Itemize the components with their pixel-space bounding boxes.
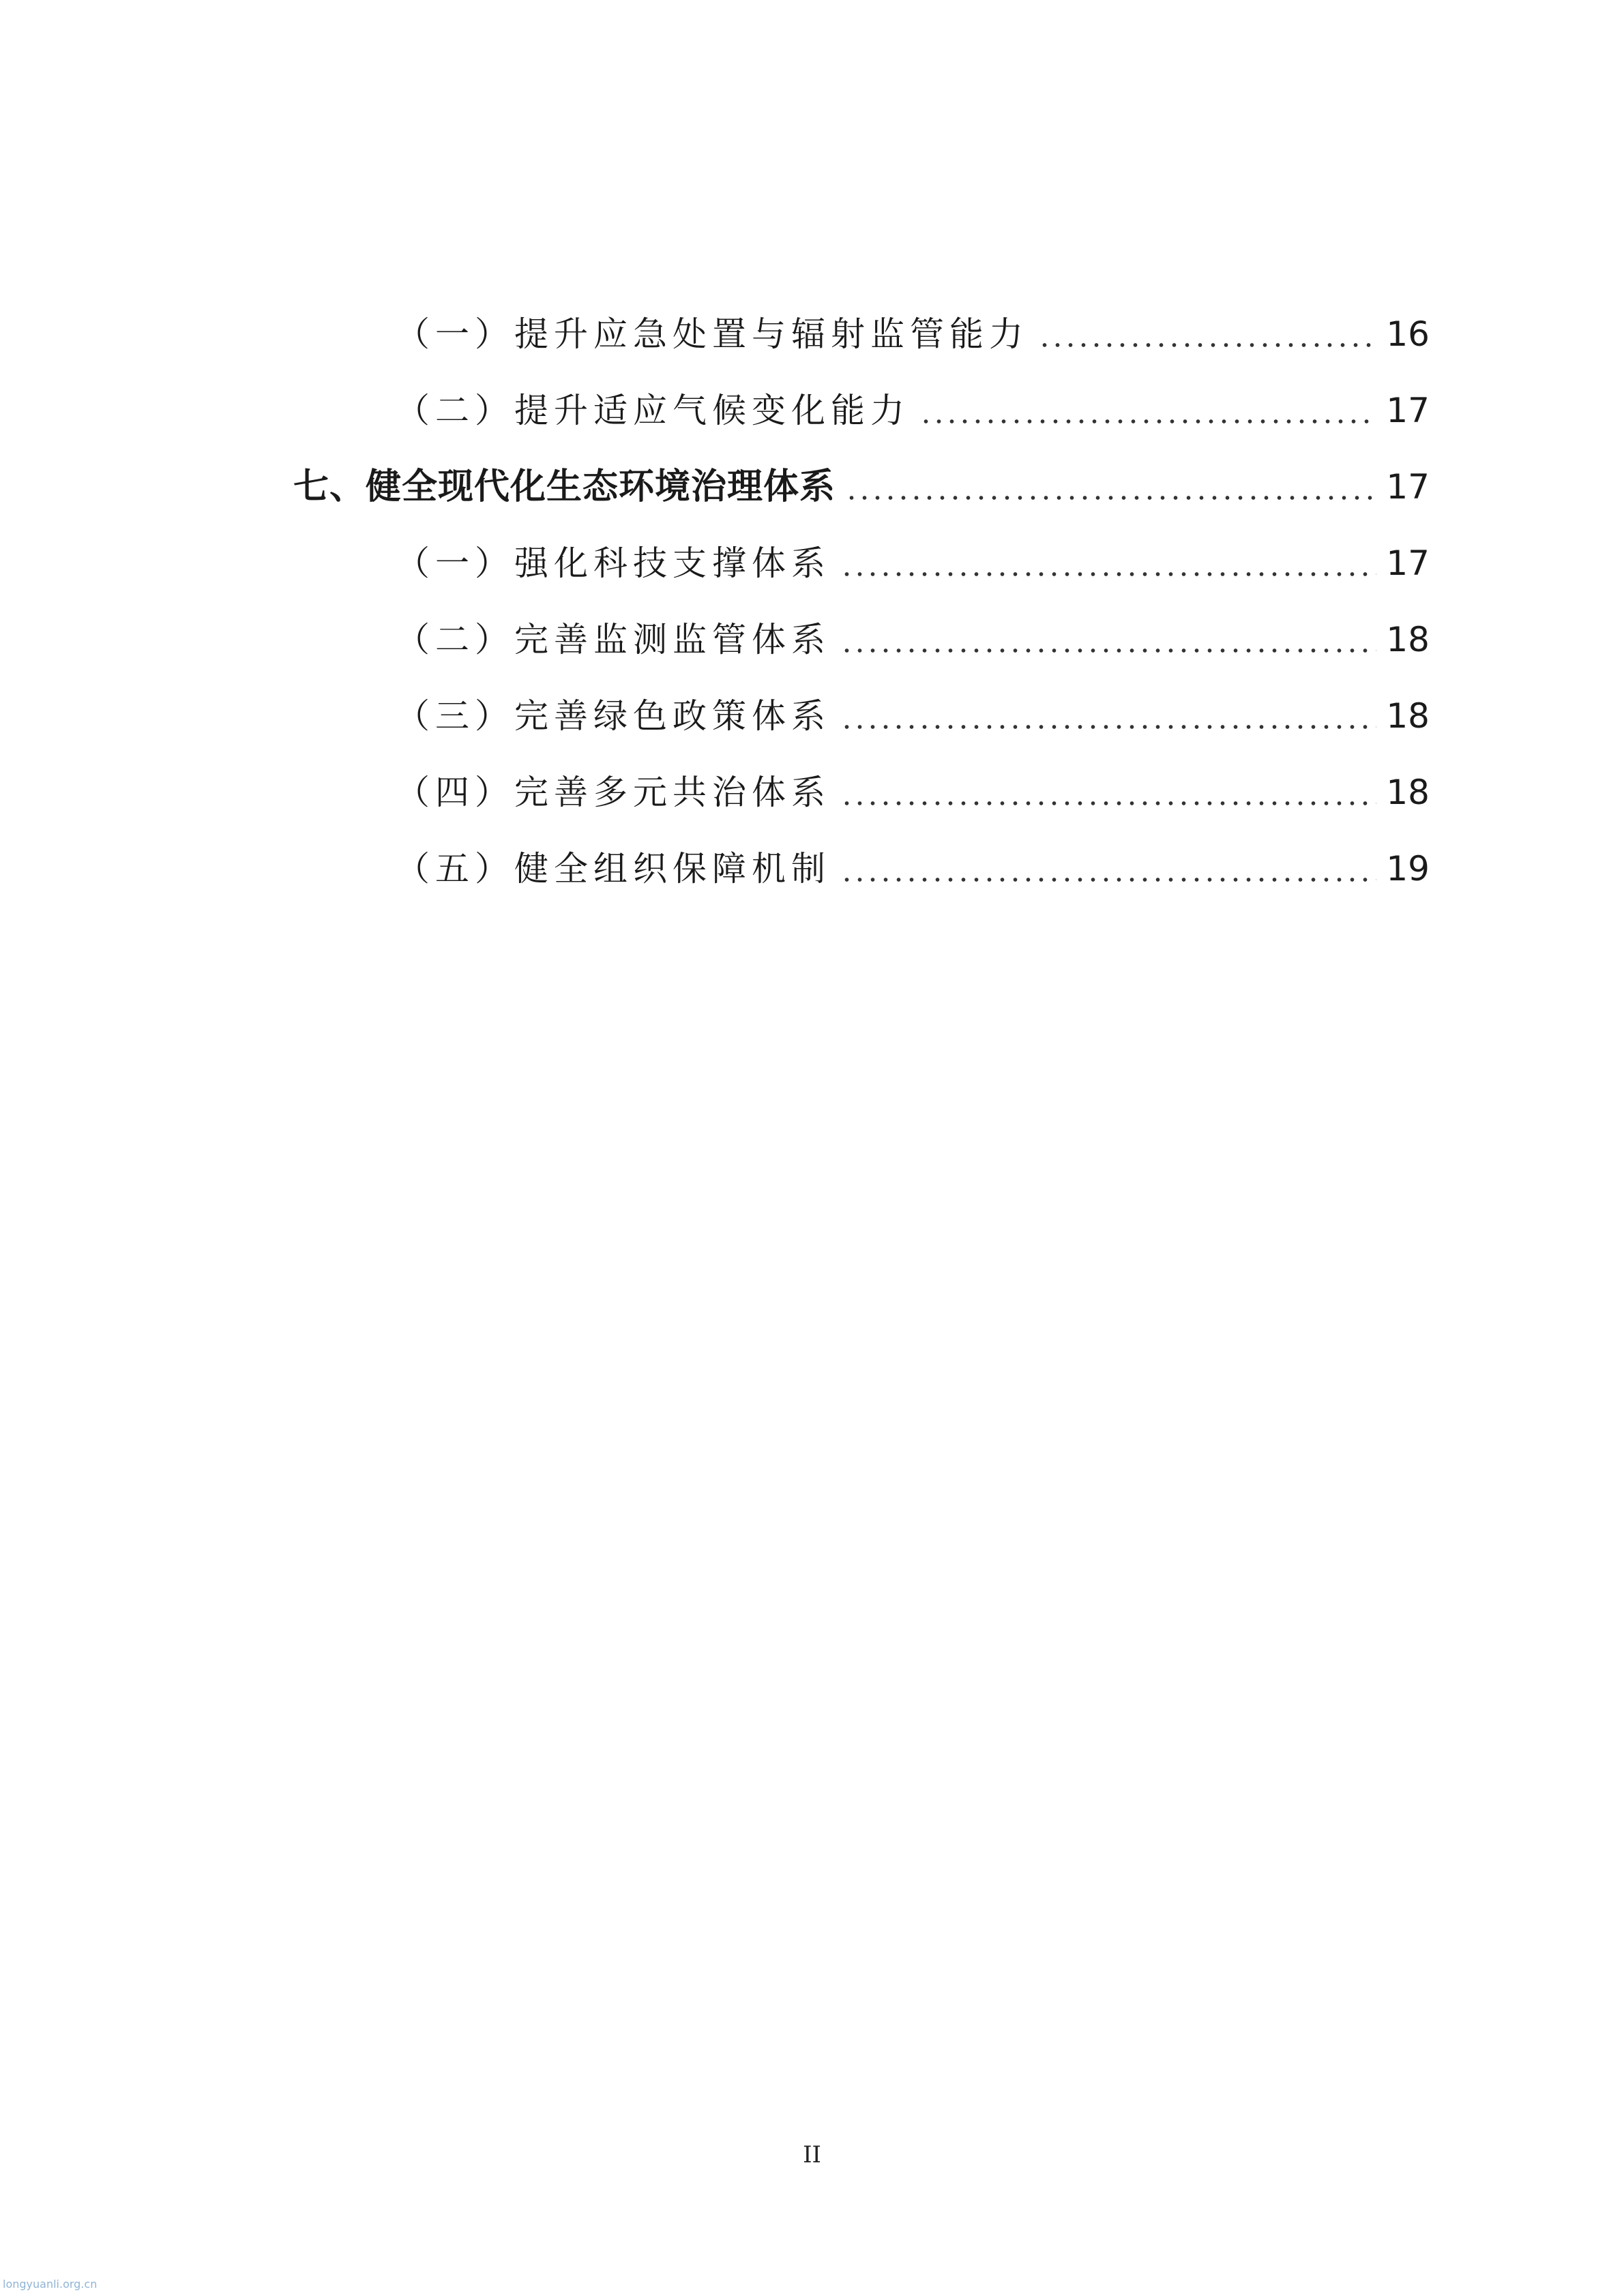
toc-entry-emergency-response[interactable]: [396, 310, 1430, 358]
toc-entry-climate-adaptation[interactable]: [396, 387, 1430, 434]
toc-entry-page-number: 18: [1386, 696, 1430, 736]
page-number-footer: II: [803, 2141, 821, 2168]
toc-entry-label: （四）完善多元共治体系: [396, 773, 831, 812]
toc-entry-label: （一）强化科技支撑体系: [396, 543, 831, 583]
dot-leader: [1038, 343, 1376, 347]
toc-entry-page-number: 18: [1386, 773, 1430, 812]
toc-entry-label: （三）完善绿色政策体系: [396, 696, 831, 736]
watermark-text: longyuanli.org.cn: [3, 2278, 98, 2291]
toc-entry-label: （一）提升应急处置与辐射监管能力: [396, 314, 1029, 354]
dot-leader: [840, 878, 1376, 882]
toc-entry-page-number: 17: [1386, 543, 1430, 583]
dot-leader: [840, 648, 1376, 653]
toc-entry-label: （五）健全组织保障机制: [396, 849, 831, 889]
dot-leader: [919, 419, 1376, 423]
toc-entry-organization[interactable]: [396, 845, 1430, 893]
toc-entry-tech-support[interactable]: [396, 539, 1430, 587]
dot-leader: [845, 496, 1376, 500]
toc-entry-page-number: 19: [1386, 849, 1430, 889]
toc-entry-co-governance[interactable]: [396, 769, 1430, 816]
toc-entry-label: （二）完善监测监管体系: [396, 620, 831, 659]
toc-entry-label: （二）提升适应气候变化能力: [396, 391, 910, 430]
dot-leader: [840, 801, 1376, 805]
toc-entry-page-number: 18: [1386, 620, 1430, 659]
dot-leader: [840, 725, 1376, 729]
toc-entry-monitoring[interactable]: [396, 616, 1430, 664]
toc-entry-green-policy[interactable]: [396, 692, 1430, 740]
toc-entry-page-number: 17: [1386, 391, 1430, 430]
toc-entry-page-number: 16: [1386, 314, 1430, 354]
dot-leader: [840, 572, 1376, 576]
toc-entry-chapter-seven[interactable]: [293, 463, 1430, 511]
toc-entry-page-number: 17: [1386, 467, 1430, 507]
toc-entry-label: 七、健全现代化生态环境治理体系: [293, 466, 836, 507]
